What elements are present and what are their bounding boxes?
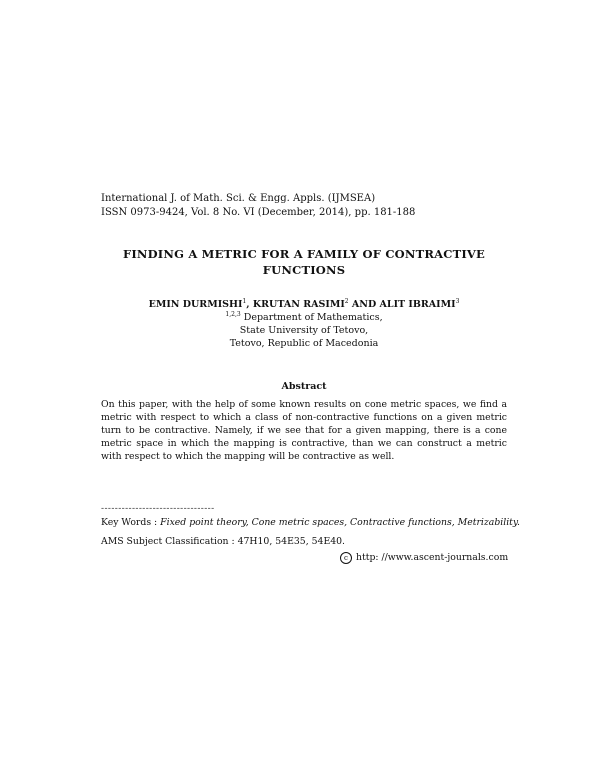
copyright-icon: c <box>340 552 352 564</box>
author-superscript: 2 <box>344 298 349 305</box>
affiliation-department: $^{1,2,3}$ Department of Mathematics, <box>225 311 383 324</box>
abstract-heading: Abstract <box>281 381 327 392</box>
paper-title <box>100 246 508 278</box>
author-superscript: 1 <box>242 298 247 305</box>
ams-classification: AMS Subject Classification : 47H10, 54E35, 54E40. <box>101 536 346 547</box>
affiliation-superscript: 1,2,3 <box>225 311 241 318</box>
footnote-rule: --------------------------------- <box>101 504 215 514</box>
affiliation-city: Tetovo, Republic of Macedonia <box>229 338 379 350</box>
author-name: KRUTAN RASIMI <box>252 299 345 311</box>
affiliation-university: State University of Tetovo, <box>239 325 369 337</box>
author-name: EMIN DURMISHI <box>148 299 243 311</box>
author-separator: AND <box>348 299 380 311</box>
journal-header <box>101 192 415 220</box>
author-superscript: 3 <box>455 298 460 305</box>
keywords <box>101 516 521 529</box>
issn-line: ISSN 0973-9424, Vol. 8 No. VI (December, 2014), pp. 181-188 <box>101 207 416 218</box>
title-line-1: FINDING A METRIC FOR A FAMILY OF CONTRACTIVE <box>122 247 486 261</box>
abstract-text: On this paper, with the help of some known results on cone metric spaces, we find a metric with respect to which a class of non-contractive functions on a given metric turn to be contractive. Namely, if we see that for a given mapping, there is a cone metric space in which the mapping is contractive, than we can construct a metric with respect to which the mapping will be contractive as well. <box>101 399 507 462</box>
author-separator: , <box>246 299 253 311</box>
affiliation <box>100 308 508 350</box>
journal-name: International J. of Math. Sci. & Engg. Appls. (IJMSEA) <box>101 193 376 204</box>
copyright-line <box>340 551 508 564</box>
journal-url[interactable]: http: //www.ascent-journals.com <box>356 552 509 563</box>
title-line-2: FUNCTIONS <box>262 263 346 277</box>
keywords-label: Key Words : <box>101 517 161 528</box>
keywords-list: Fixed point theory, Cone metric spaces, Contractive functions, Metrizability. <box>160 517 520 528</box>
author-name: ALIT IBRAIMI <box>379 299 456 311</box>
